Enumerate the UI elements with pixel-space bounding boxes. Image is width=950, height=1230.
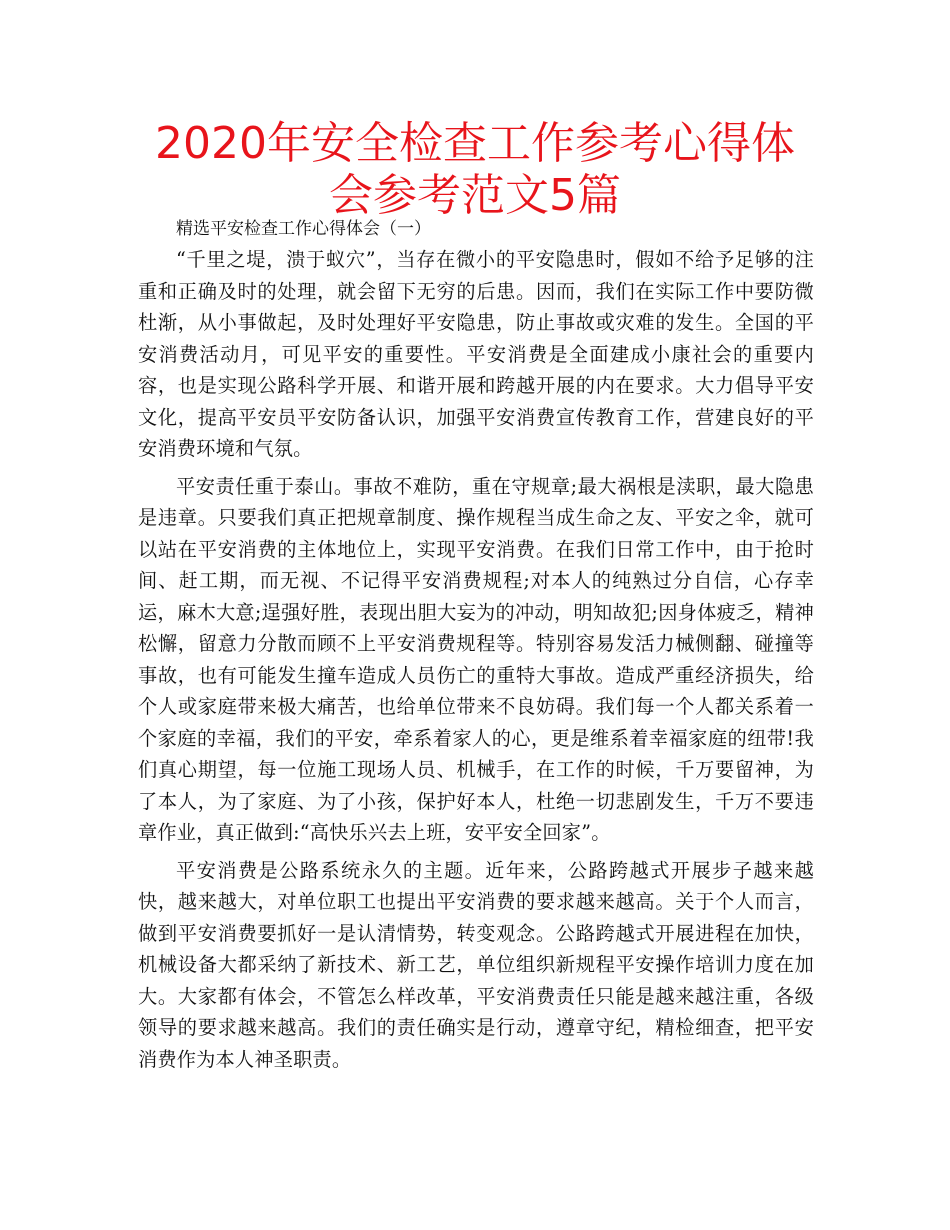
paragraph-3: 平安消费是公路系统永久的主题。近年来，公路跨越式开展步子越来越快，越来越大，对单位职工也提出平安消费的要求越来越高。关于个人而言，做到平安消费要抓好一是认清情势，转变观念。公路跨越式开展进程在加快，机械设备大都采纳了新技术、新工艺，单位组织新规程平安操作培训力度在加大。大家都有体会，不管怎么样改革，平安消费责任只能是越来越注重，各级领导的要求越来越高。我们的责任确实是行动，遵章守纪，精检细查，把平安消费作为本人神圣职责。 — [138, 858, 814, 1071]
paragraph-2: 平安责任重于泰山。事故不难防，重在守规章;最大祸根是渎职，最大隐患是违章。只要我们真正把规章制度、操作规程当成生命之友、平安之伞，就可以站在平安消费的主体地位上，实现平安消费。在我们日常工作中，由于抢时间、赶工期，而无视、不记得平安消费规程;对本人的纯熟过分自信，心存幸运，麻木大意;逞强好胜，表现出胆大妄为的冲动，明知故犯;因身体疲乏，精神松懈，留意力分散而顾不上平安消费规程等。特别容易发活力械侧翻、碰撞等事故，也有可能发生撞车造成人员伤亡的重特大事故。造成严重经济损失，给个人或家庭带来极大痛苦，也给单位带来不良妨碍。我们每一个人都关系着一个家庭的幸福，我们的平安，牵系着家人的心，更是维系着幸福家庭的纽带!我们真心期望，每一位施工现场人员、机械手，在工作的时候，千万要留神，为了本人，为了家庭、为了小孩，保护好本人，杜绝一切悲剧发生，千万不要违章作业，真正做到:“高快乐兴去上班，安平安全回家”。 — [138, 474, 814, 844]
paragraph-1: “千里之堤，溃于蚁穴”，当存在微小的平安隐患时，假如不给予足够的注重和正确及时的处理，就会留下无穷的后患。因而，我们在实际工作中要防微杜渐，从小事做起，及时处理好平安隐患，防止事故或灾难的发生。全国的平安消费活动月，可见平安的重要性。平安消费是全面建成小康社会的重要内容，也是实现公路科学开展、和谐开展和跨越开展的内在要求。大力倡导平安文化，提高平安员平安防备认识，加强平安消费宣传教育工作，营建良好的平安消费环境和气氛。 — [138, 248, 814, 460]
document-title: 2020年安全检查工作参考心得体会参考范文5篇 — [155, 118, 795, 221]
section-subtitle: 精选平安检查工作心得体会（一） — [176, 219, 431, 239]
document-body — [138, 214, 814, 1075]
